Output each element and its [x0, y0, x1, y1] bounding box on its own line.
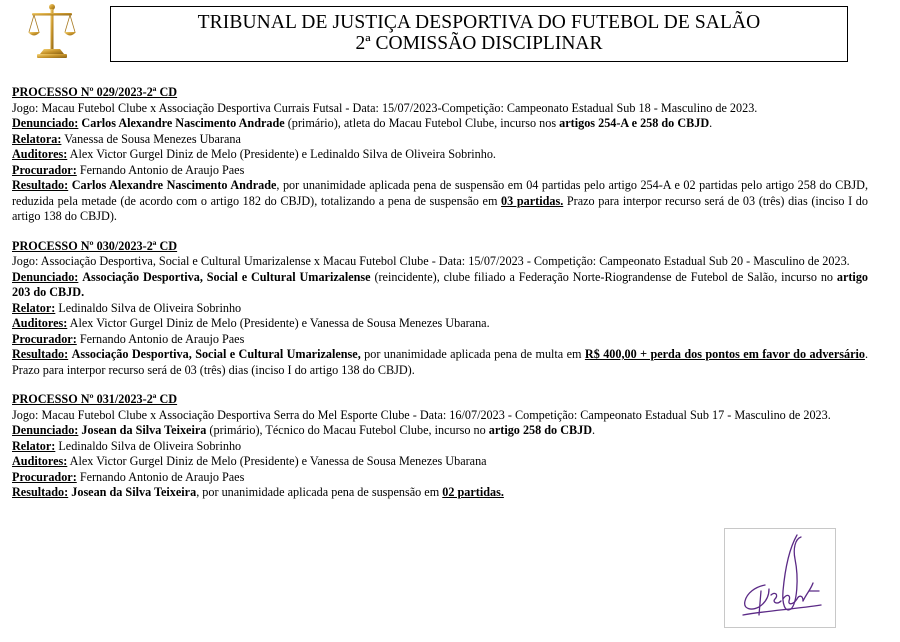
rapporteur-line: Relator: Ledinaldo Silva de Oliveira Sobrinho	[12, 300, 242, 315]
charged-articles: artigo 258 do CBJD	[488, 423, 593, 437]
process-title: PROCESSO Nº 030/2023-2ª CD	[12, 238, 178, 253]
relator-label: Relator:	[12, 438, 56, 453]
resultado-label: Resultado:	[12, 347, 69, 361]
procurador-label: Procurador:	[12, 331, 77, 346]
defendant-name: Carlos Alexandre Nascimento Andrade	[81, 116, 285, 130]
charged-articles: artigos 254-A e 258 do CBJD	[559, 116, 710, 130]
defendant-line: Denunciado: Carlos Alexandre Nascimento Andrade (primário), atleta do Macau Futebol Clube, incurso nos artigos 254-A e 258 do CBJD.	[12, 116, 713, 130]
jogo-label: Jogo:	[12, 100, 39, 115]
jogo-label: Jogo:	[12, 407, 39, 422]
game-line: Jogo: Macau Futebol Clube x Associação Desportiva Currais Futsal - Data: 15/07/2023-Competição: Campeonato Estadual Sub 18 - Masculino de 2023.	[12, 100, 758, 115]
resultado-label: Resultado:	[12, 485, 69, 499]
document-header	[110, 6, 848, 62]
prosecutor-line: Procurador: Fernando Antonio de Araujo Paes	[12, 162, 245, 177]
prosecutor-line: Procurador: Fernando Antonio de Araujo Paes	[12, 469, 245, 484]
denunciado-label: Denunciado:	[12, 423, 79, 437]
auditors-line: Auditores: Alex Victor Gurgel Diniz de Melo (Presidente) e Vanessa de Sousa Menezes Ubarana.	[12, 316, 490, 330]
rapporteur-line: Relatora: Vanessa de Sousa Menezes Ubarana	[12, 131, 241, 146]
court-title: TRIBUNAL DE JUSTIÇA DESPORTIVA DO FUTEBOL DE SALÃO	[197, 12, 761, 33]
penalty: 02 partidas.	[442, 485, 504, 499]
procurador-label: Procurador:	[12, 469, 77, 484]
defendant-name: Josean da Silva Teixeira	[81, 423, 207, 437]
penalty: R$ 400,00 + perda dos pontos em favor do adversário	[584, 347, 865, 361]
auditors-line: Auditores: Alex Victor Gurgel Diniz de Melo (Presidente) e Vanessa de Sousa Menezes Ubarana	[12, 454, 487, 468]
process-029	[12, 85, 868, 225]
procurador-label: Procurador:	[12, 162, 77, 177]
result-paragraph: Resultado: Associação Desportiva, Social e Cultural Umarizalense, por unanimidade aplicada pena de multa em R$ 400,00 + perda dos pontos em favor do adversário. Prazo para interpor recurso será de 03 (três) dias (inciso I do artigo 138 do CBJD).	[12, 347, 868, 377]
penalty: 03 partidas.	[501, 193, 564, 208]
denunciado-label: Denunciado:	[12, 269, 79, 284]
auditores-label: Auditores:	[12, 147, 68, 161]
auditores-label: Auditores:	[12, 316, 68, 330]
result-paragraph: Resultado: Carlos Alexandre Nascimento Andrade, por unanimidade aplicada pena de suspensão em 04 partidas pelo artigo 254-A e 02 partidas pelo artigo 258 do CBJD, reduzida pela metade (de acordo com o artigo 182 do CBJD), totalizando a pena de suspensão em 03 partidas. Prazo para interpor recurso será de 03 (três) dias (inciso I do artigo 138 do CBJD).	[12, 178, 868, 223]
process-031	[12, 392, 868, 501]
process-030	[12, 239, 868, 379]
auditores-label: Auditores:	[12, 454, 68, 468]
document-body	[12, 85, 868, 515]
defendant-name: Associação Desportiva, Social e Cultural Umarizalense	[82, 269, 371, 284]
resultado-label: Resultado:	[12, 178, 69, 192]
process-title: PROCESSO Nº 029/2023-2ª CD	[12, 85, 178, 99]
process-title: PROCESSO Nº 031/2023-2ª CD	[12, 392, 178, 406]
auditors-line: Auditores: Alex Victor Gurgel Diniz de Melo (Presidente) e Ledinaldo Silva de Oliveira Sobrinho.	[12, 147, 496, 161]
result-paragraph: Resultado: Josean da Silva Teixeira, por unanimidade aplicada pena de suspensão em 02 partidas.	[12, 485, 504, 499]
game-line: Jogo: Associação Desportiva, Social e Cultural Umarizalense x Macau Futebol Clube - Data: 15/07/2023 - Competição: Campeonato Estadual Sub 20 - Masculino de 2023.	[12, 254, 850, 268]
defendant-line: Denunciado: Josean da Silva Teixeira (primário), Técnico do Macau Futebol Clube, incurso no artigo 258 do CBJD.	[12, 423, 596, 437]
signature	[724, 528, 836, 628]
commission-title: 2ª COMISSÃO DISCIPLINAR	[355, 33, 603, 54]
relator-label: Relator:	[12, 300, 56, 315]
rapporteur-line: Relator: Ledinaldo Silva de Oliveira Sobrinho	[12, 438, 242, 453]
defendant-line: Denunciado: Associação Desportiva, Social e Cultural Umarizalense (reincidente), clube filiado a Federação Norte-Riograndense de Futebol de Salão, incurso no artigo 203 do CBJD.	[12, 269, 869, 299]
prosecutor-line: Procurador: Fernando Antonio de Araujo Paes	[12, 331, 245, 346]
jogo-label: Jogo:	[12, 254, 39, 268]
scales-of-justice-icon	[26, 2, 78, 60]
charged-articles: artigo 203 do CBJD.	[12, 269, 869, 299]
relatora-label: Relatora:	[12, 131, 62, 146]
denunciado-label: Denunciado:	[12, 116, 79, 130]
game-line: Jogo: Macau Futebol Clube x Associação Desportiva Serra do Mel Esporte Clube - Data: 16/07/2023 - Competição: Campeonato Estadual Sub 17 - Masculino de 2023.	[12, 407, 831, 422]
